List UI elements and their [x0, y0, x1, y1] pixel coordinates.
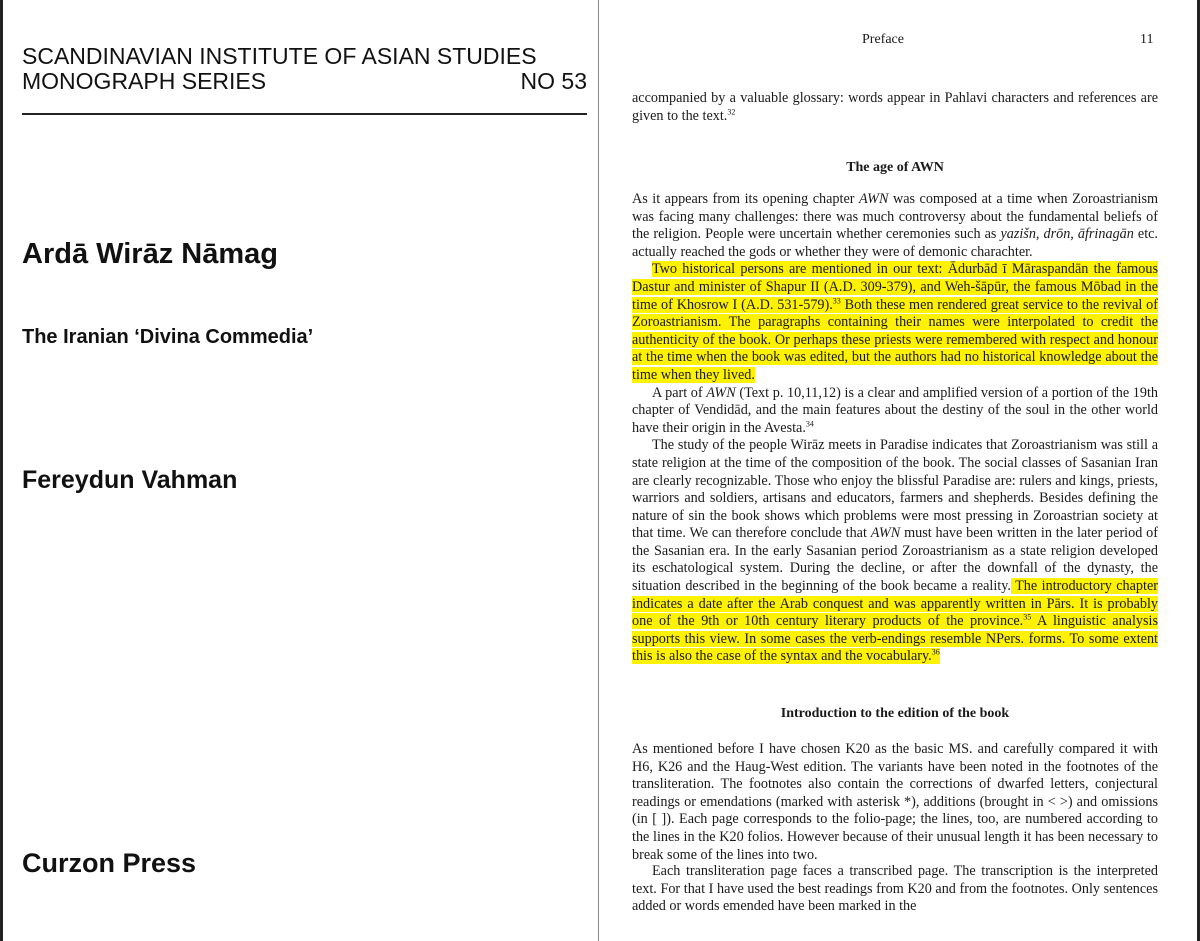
p4-text-a: The study of the people Wirāz meets in Paradise indicates that Zoroastrianism was still a state religion at the time of the composition of the book. The social classes of Sasanian Iran are clearly recognizable. Those who enjoy the blissful Paradise are: rulers and kings, priests, warriors and soldiers, artisans and educators, farmers and shepherds. Besides defining the nature of sin the book shows which problems were most pressing in Zoroastrian society at that time. We can therefore conclude that: [632, 437, 1158, 542]
p3-text-b: (Text p. 10,11,12) is a clear and amplified version of a portion of the 19th chapter of Vendidād, and the main features about the destiny of the soul in the other world have their origin in the Avesta.: [632, 384, 1158, 436]
right-page-preface: [600, 0, 1200, 941]
title-rule: [22, 113, 587, 115]
p4-highlight-b: A linguistic analysis supports this view. In some cases the verb-endings resemble NPers. forms. To some extent this is also the case of the syntax and the vocabulary.: [632, 613, 1158, 665]
series-line-2: MONOGRAPH SERIES: [22, 68, 267, 94]
series-number: NO 53: [520, 68, 587, 94]
heading-age-of-awn: The age of AWN: [846, 160, 944, 175]
paragraph-vendidad: [632, 385, 1158, 438]
p1-awn: AWN: [859, 191, 889, 207]
p4-text-b: must have been written in the later period of the Sasanian era. In the early Sasanian period Zoroastrianism as a state religion developed its eschatological system. During the decline, or after the downfall of the dynasty, the situation described in the beginning of the book became a reality.: [632, 525, 1158, 595]
p1-text-a: As it appears from its opening chapter: [632, 191, 860, 207]
paragraph-intro-text: accompanied by a valuable glossary: words appear in Pahlavi characters and references are given to the text.: [632, 90, 1158, 124]
series-title: [22, 44, 587, 94]
footnote-ref-32: 32: [727, 106, 736, 116]
p2-text-b: Both these men rendered great service to the revival of Zoroastrianism. The paragraphs containing their names were interpolated to credit the authenticity of the book. Or perhaps these priests were remembered with respect and honour at the time when the book was edited, but the authors had no historical knowledge about the time when they lived.: [632, 296, 1158, 383]
p1-text-b: was composed at a time when Zoroastrianism was facing many challenges: there was much controversy about the fundamental beliefs of the religion. People were uncertain whether ceremonies such as: [632, 191, 1158, 243]
left-page-title-page: [0, 0, 599, 941]
heading-introduction-edition: Introduction to the edition of the book: [780, 706, 1010, 721]
running-head: Preface: [862, 32, 904, 47]
p4-highlight-a: The introductory chapter indicates a date after the Arab conquest and was apparently written in Pārs. It is probably one of the 9th or 10th century literary products of the province.: [632, 578, 1158, 630]
paragraph-paradise: [632, 437, 1158, 666]
footnote-ref-34: 34: [805, 418, 814, 428]
p1-ritual-terms: yazišn, drōn, āfrinagān: [1000, 226, 1134, 243]
paragraph-intro: [632, 90, 1158, 125]
p4-awn: AWN: [870, 525, 901, 542]
paragraph-edition-method: As mentioned before I have chosen K20 as the basic MS. and carefully compared it with H6, K26 and the Haug-West edition. The variants have been noted in the footnotes of the transliteration. The footnotes also contain the corrections of dwarfed letters, conjectural readings or emendations (marked with asterisk *), additions (brought in < >) and omissions (in [ ]). Each page corresponds to the folio-page; the lines, too, are numbered according to the lines in the K20 folios. However because of their unusual length it has been necessary to break some of the lines into two.: [632, 741, 1158, 863]
p1-text-c: etc. actually reached the gods or whether they were of demonic charachter.: [632, 226, 1158, 260]
series-line-1: SCANDINAVIAN INSTITUTE OF ASIAN STUDIES: [22, 43, 537, 69]
section-age-body: [632, 191, 1158, 666]
book-subtitle: The Iranian ‘Divina Commedia’: [22, 326, 314, 348]
p2-text-a: Two historical persons are mentioned in our text: Ādurbād ī Māraspandān the famous Dastur and minister of Shapur II (A.D. 309-379), and Weh-šāpūr, the famous Mōbad in the time of Khosrow I (A.D. 531-579).: [632, 261, 1158, 313]
publisher-name: Curzon Press: [22, 848, 197, 878]
footnote-ref-35: 35: [1023, 612, 1032, 622]
footnote-ref-36: 36: [931, 647, 940, 657]
p3-awn: AWN: [706, 384, 736, 401]
book-title: Ardā Wirāz Nāmag: [22, 238, 278, 270]
series-row: [22, 69, 587, 94]
p3-text-a: A part of: [652, 384, 707, 401]
footnote-ref-33: 33: [832, 295, 841, 305]
author-name: Fereydun Vahman: [22, 466, 238, 494]
paragraph-transliteration: Each transliteration page faces a transcribed page. The transcription is the interpreted text. For that I have used the best readings from K20 and from the footnotes. Only sentences added or words emended have been marked in the: [632, 863, 1158, 915]
page-number: 11: [1140, 32, 1154, 47]
paragraph-opening: [632, 191, 1158, 261]
paragraph-historical-persons: [632, 261, 1158, 384]
highlight-historical-persons: [632, 261, 1158, 383]
